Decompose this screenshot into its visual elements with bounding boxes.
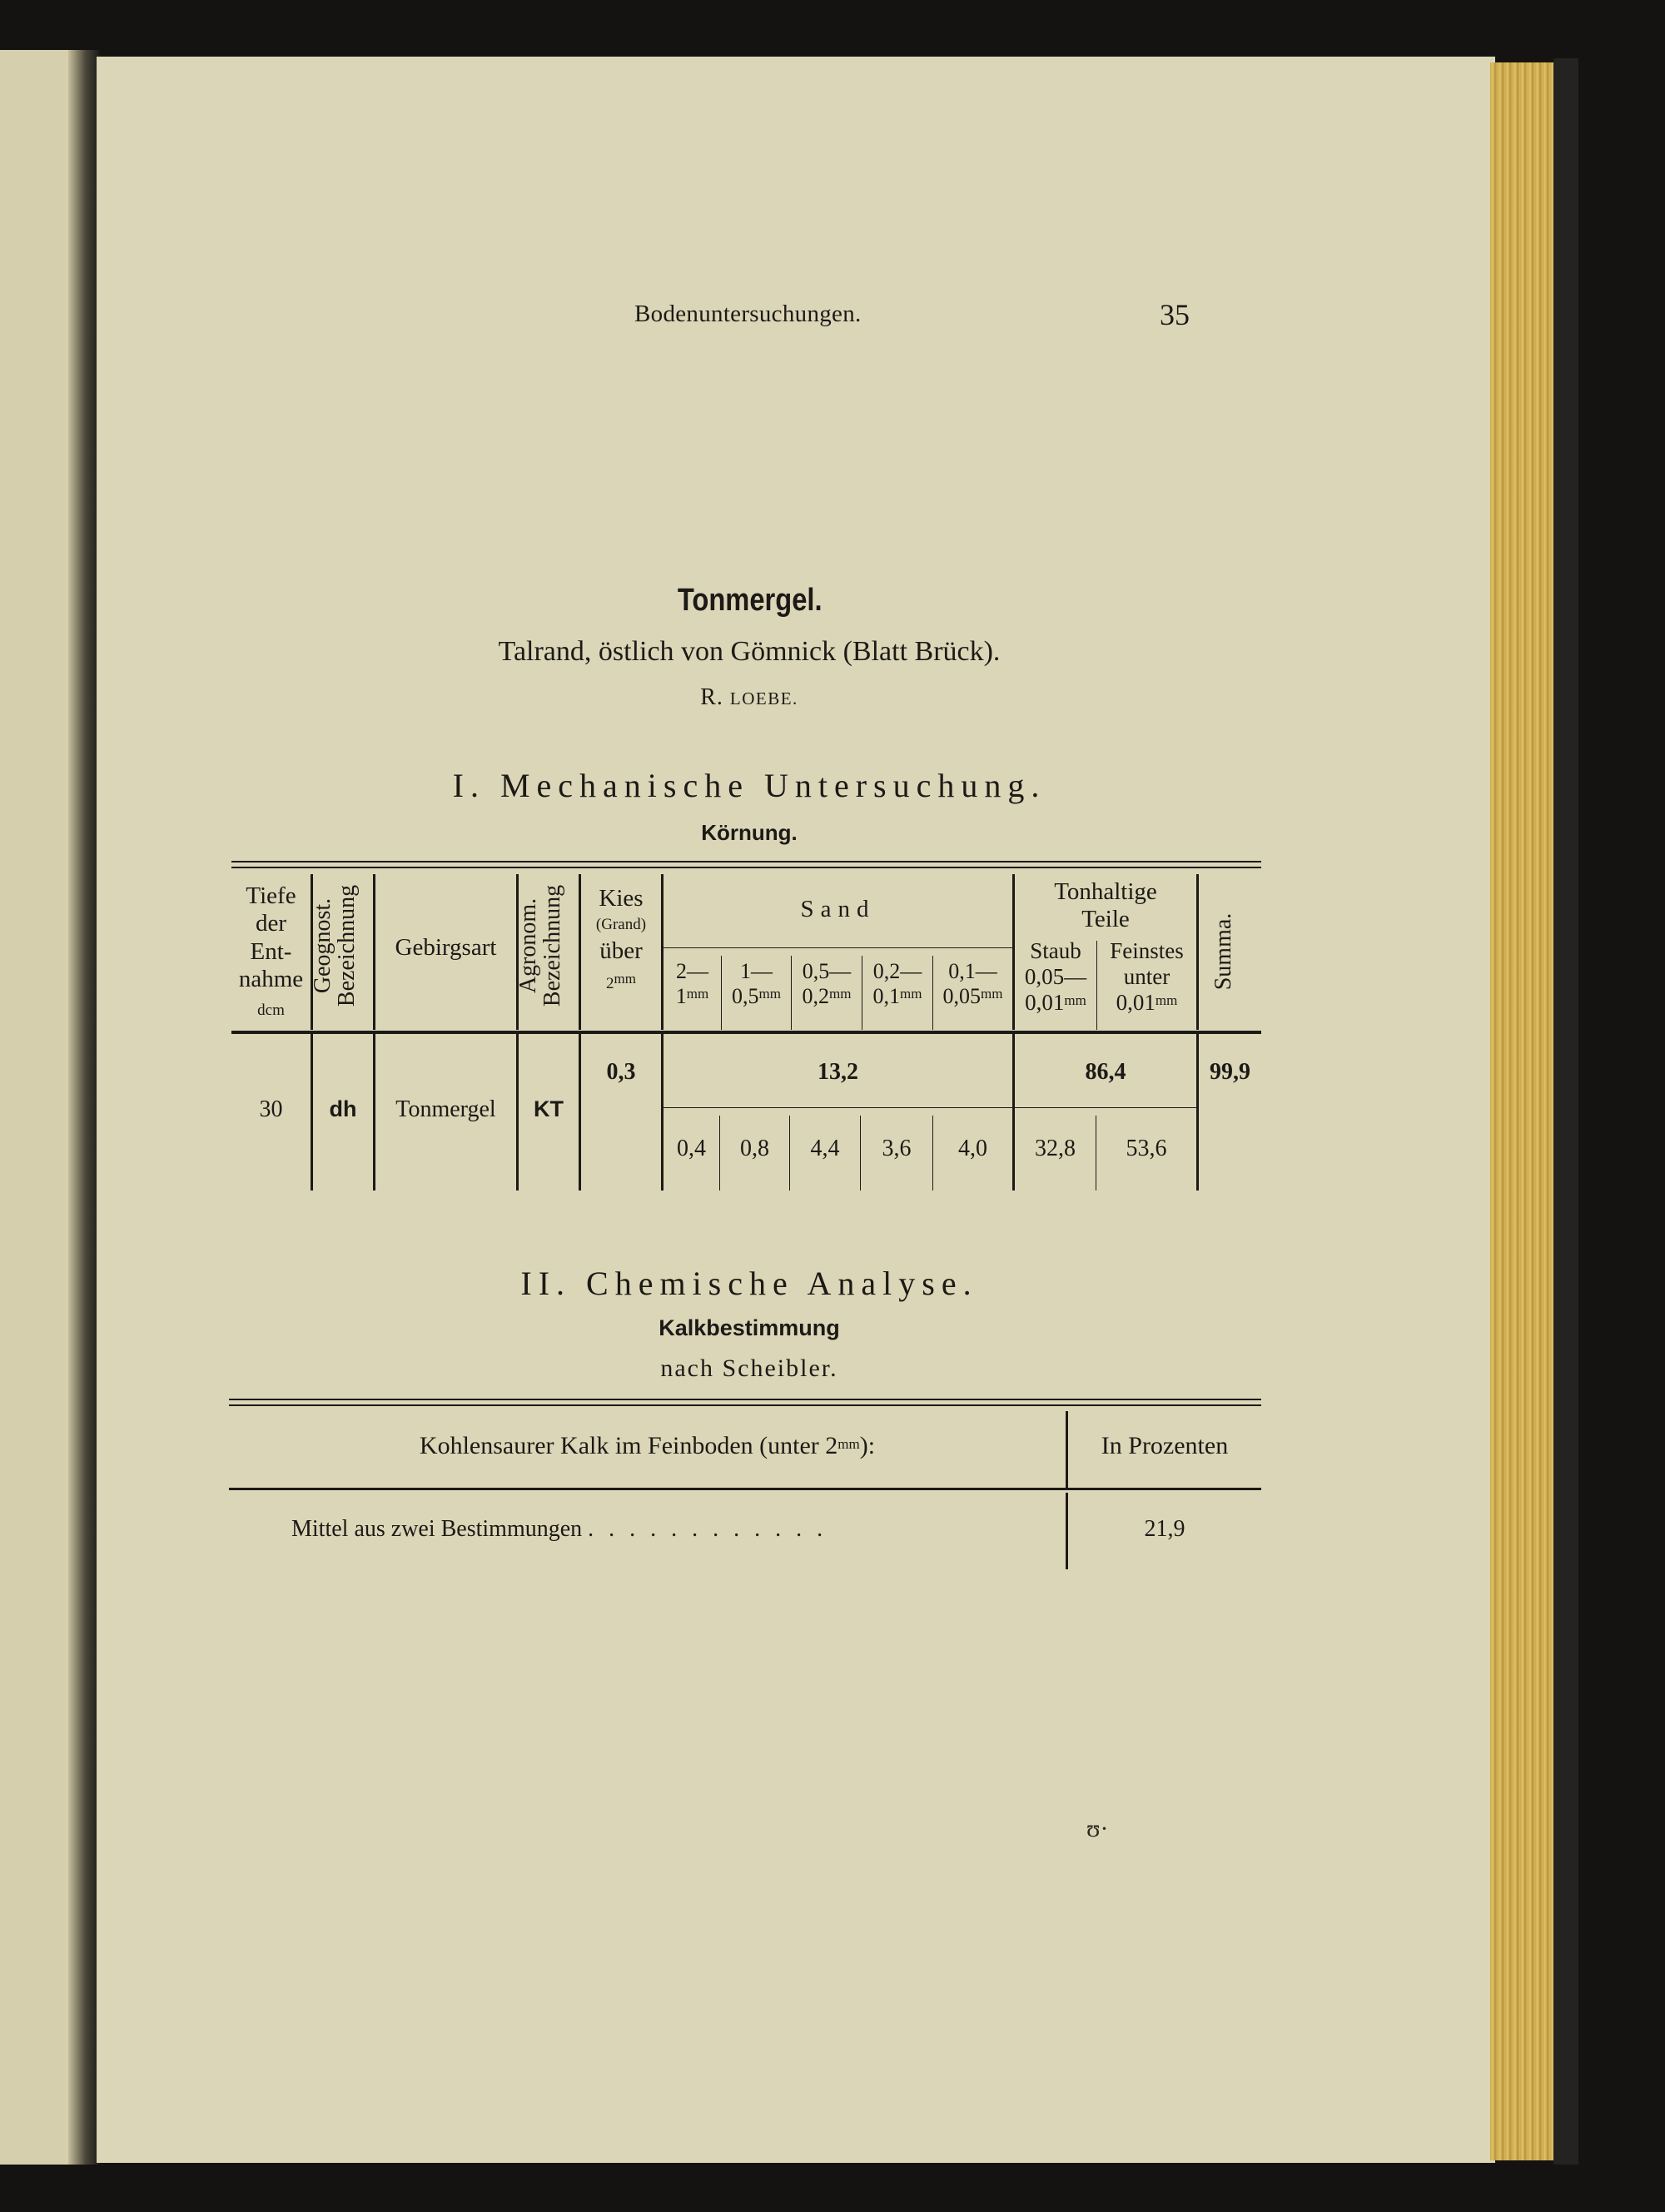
page-edges (1490, 62, 1557, 2160)
kalk-row-label: Mittel aus zwei Bestimmungen ............ (291, 1516, 838, 1542)
cell-agronom: KT (534, 1096, 564, 1121)
cell-summa: 99,9 (1210, 1059, 1250, 1085)
stamp-mark: ʊ· (1086, 1815, 1109, 1842)
header-kies: Kies (Grand) über 2mm (595, 885, 647, 992)
header-tiefe-unit: dcm (257, 1002, 285, 1020)
header-tonhaltige: Tonhaltige Teile (1054, 878, 1157, 933)
cell-sand-2-1: 0,4 (677, 1136, 706, 1161)
header-staub: Staub 0,05— $0,01^{mm}$ (1024, 938, 1087, 1016)
page-title: Tonmergel. (677, 583, 823, 618)
cell-sand-01-005: 4,0 (958, 1136, 987, 1161)
header-summa: Summa. (1210, 912, 1236, 991)
header-agronom: Agronom. Bezeichnung (515, 884, 566, 1007)
cell-geognost: dh (329, 1096, 357, 1121)
header-tiefe: Tiefe der Ent- nahme dcm (231, 882, 311, 1020)
cell-ton-total: 86,4 (1085, 1059, 1126, 1085)
header-gebirgsart: Gebirgsart (395, 934, 497, 961)
section-subheading-kalk: Kalkbestimmung (659, 1315, 840, 1340)
kalk-header-left: Kohlensaurer Kalk im Feinboden (unter $2^{mm}$): (419, 1432, 876, 1459)
cell-sand-02-01: 3,6 (882, 1136, 912, 1161)
page-number: 35 (1160, 298, 1190, 331)
header-geognost: Geognost. Bezeichnung (310, 884, 360, 1007)
header-sand-02-01: 0,2— $0,1^{mm}$ (872, 959, 922, 1008)
cell-kies: 0,3 (606, 1059, 636, 1085)
cell-sand-total: 13,2 (818, 1059, 858, 1085)
book-gutter (68, 50, 100, 2165)
section-heading-chemical: II. Chemische Analyse. (520, 1265, 978, 1302)
kalk-row-value: 21,9 (1144, 1516, 1185, 1542)
author-line (0, 684, 1498, 711)
kalk-header-right: In Prozenten (1101, 1432, 1229, 1459)
header-sand-1-05: 1— $0,5^{mm}$ (732, 959, 781, 1008)
cell-gebirgsart: Tonmergel (395, 1096, 496, 1122)
cell-sand-05-02: 4,4 (810, 1136, 840, 1161)
section-subheading-koernung: Körnung. (701, 820, 798, 845)
cell-staub: 32,8 (1035, 1136, 1076, 1161)
running-head: Bodenuntersuchungen. (634, 301, 862, 327)
section-heading-mechanical: I. Mechanische Untersuchung. (452, 767, 1046, 804)
header-sand-01-005: 0,1— $0,05^{mm}$ (942, 959, 1003, 1008)
cell-sand-1-05: 0,8 (740, 1136, 769, 1161)
header-sand-05-02: 0,5— $0,2^{mm}$ (802, 959, 852, 1008)
sample-location: Talrand, östlich von Gömnick (Blatt Brück). (498, 636, 1001, 667)
section-method: nach Scheibler. (660, 1355, 838, 1382)
cell-feinstes: 53,6 (1126, 1136, 1167, 1161)
left-facing-page (0, 50, 77, 2165)
author-name: LOEBE. (729, 688, 798, 708)
header-sand-2-1: 2— $1^{mm}$ (675, 959, 709, 1008)
cell-tiefe: 30 (259, 1096, 283, 1122)
header-feinstes: Feinstes unter $0,01^{mm}$ (1110, 938, 1184, 1016)
book-cover-edge (1553, 58, 1578, 2165)
author-initial: R. (700, 684, 723, 710)
header-sand: Sand (800, 896, 876, 922)
